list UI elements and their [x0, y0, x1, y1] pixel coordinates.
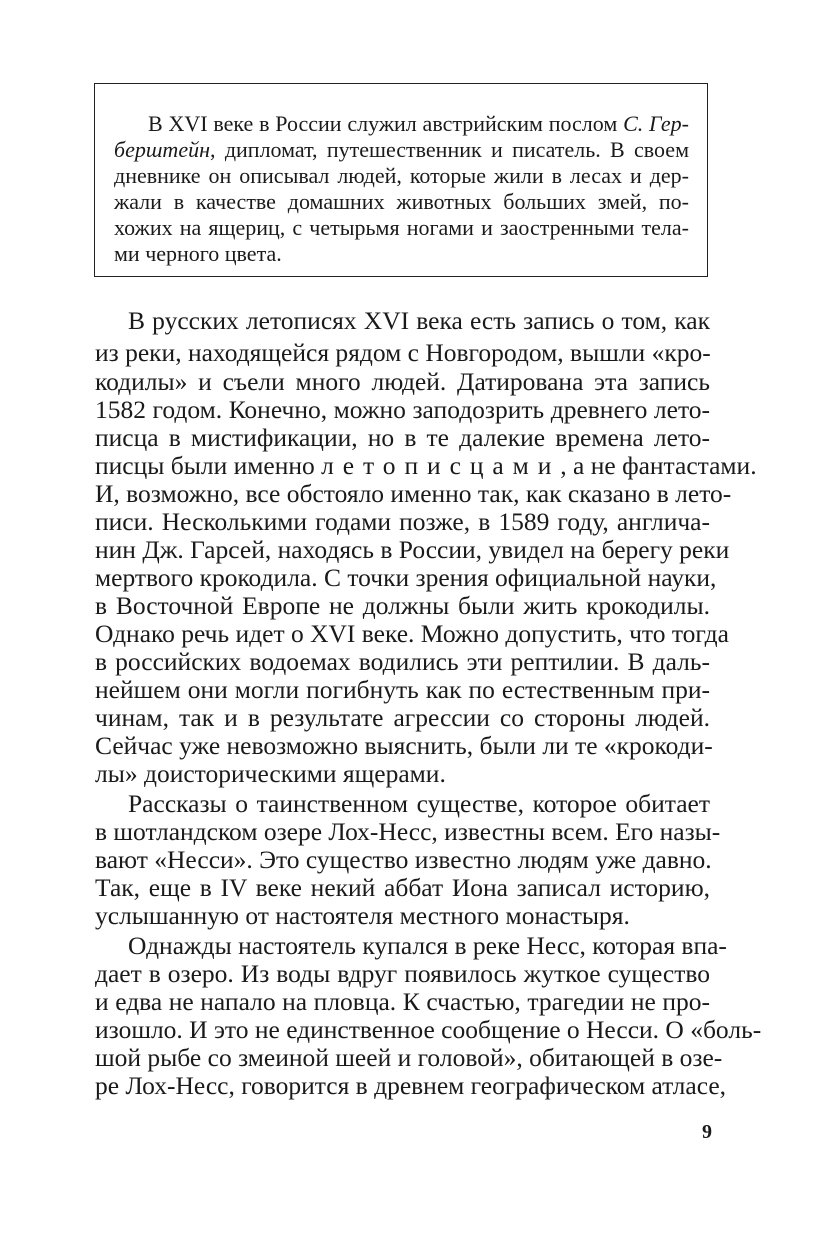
body-line: Так, еще в IV веке некий аббат Иона записал историю,	[95, 873, 710, 902]
body-line: Сейчас уже невозможно выяснить, были ли те «крокоди-	[95, 731, 713, 760]
body-line: чинам, так и в результате агрессии со стороны людей.	[95, 703, 710, 732]
body-line: Однажды настоятель купался в реке Несс, которая впа-	[128, 931, 727, 960]
body-line: нейшем они могли погибнуть как по естественным при-	[95, 675, 710, 704]
body-line: И, возможно, все обстояло именно так, как сказано в лето-	[95, 479, 732, 508]
box-line: дневнике он описывал людей, которые жили в лесах и дер-	[114, 163, 689, 188]
body-line: дает в озеро. Из воды вдруг появилось жуткое существо	[95, 959, 710, 988]
box-line: ми черного цвета.	[114, 241, 282, 266]
box-line: хожих на ящериц, с четырьмя ногами и заостренными тела-	[114, 215, 689, 240]
body-line: услышанную от настоятеля местного монастыря.	[95, 901, 630, 930]
box-line: жали в качестве домашних животных больших змей, по-	[114, 189, 689, 214]
body-line: в шотландском озере Лох-Несс, известны всем. Его назы-	[95, 817, 721, 846]
body-line: и едва не напало на пловца. К счастью, трагедии не про-	[95, 987, 710, 1016]
body-line: нин Дж. Гарсей, находясь в России, увидел на берегу реки	[95, 535, 730, 564]
body-line: Рассказы о таинственном существе, которое обитает	[128, 789, 710, 818]
box-line: В XVI веке в России служил австрийским послом С. Гер-	[148, 111, 689, 136]
body-line: писи. Несколькими годами позже, в 1589 году, англича-	[95, 507, 710, 536]
body-line: вают «Несси». Это существо известно людям уже давно.	[95, 845, 712, 874]
body-line: в Восточной Европе не должны были жить крокодилы.	[95, 591, 710, 620]
body-line: Однако речь идет о XVI веке. Можно допустить, что тогда	[95, 619, 729, 648]
box-line: берштейн, дипломат, путешественник и писатель. В своем	[114, 137, 689, 162]
body-line: мертвого крокодила. С точки зрения официальной науки,	[95, 563, 717, 592]
body-line: лы» доисторическими ящерами.	[95, 759, 446, 788]
body-line: шой рыбе со змеиной шеей и головой», обитающей в озе-	[95, 1043, 723, 1072]
body-line: из реки, находящейся рядом с Новгородом, вышли «кро-	[95, 338, 711, 367]
body-line: в российских водоемах водились эти рептилии. В даль-	[95, 647, 710, 676]
body-line: изошло. И это не единственное сообщение о Несси. О «боль-	[95, 1015, 762, 1044]
body-line: 1582 годом. Конечно, можно заподозрить древнего лето-	[95, 395, 710, 424]
body-line: кодилы» и съели много людей. Датирована эта запись	[95, 367, 710, 396]
body-line: писцы были именно летописцами, а не фантастами.	[95, 451, 757, 480]
body-line: В русских летописях XVI века есть запись о том, как	[128, 306, 710, 335]
page-number: 9	[702, 1121, 712, 1143]
body-line: ре Лох-Несс, говорится в древнем географическом атласе,	[95, 1071, 727, 1100]
body-line: писца в мистификации, но в те далекие времена лето-	[95, 423, 710, 452]
